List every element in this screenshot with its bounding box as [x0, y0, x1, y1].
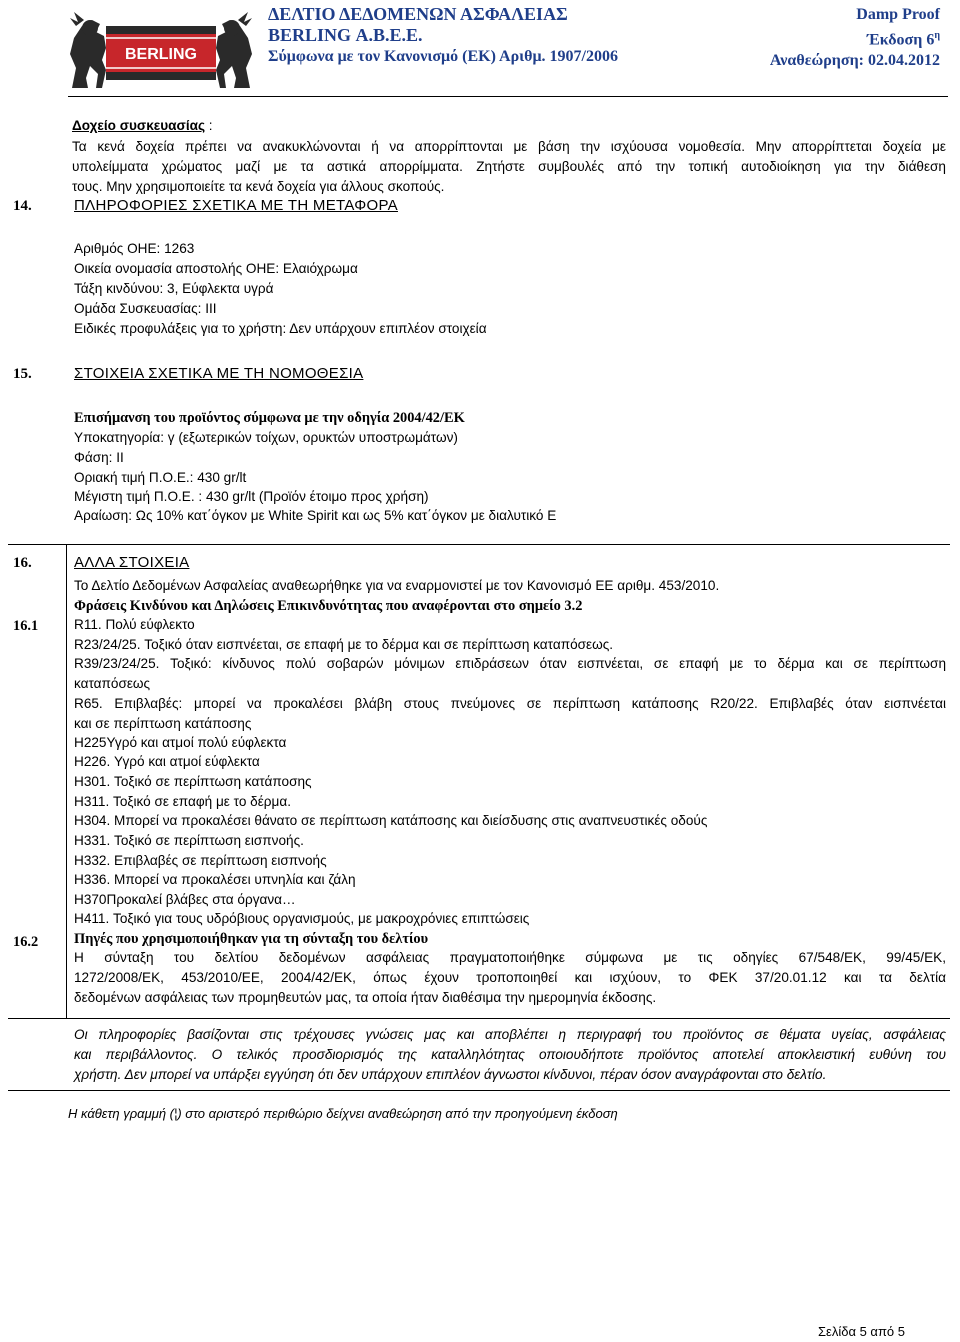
risk-phrase: H331. Τοξικό σε περίπτωση εισπνοής. — [74, 833, 304, 848]
packaging-line: Τα κενά δοχεία πρέπει να ανακυκλώνονται ή να απορρίπτονται με βάση την ισχύουσα νομοθεσία. Μην απορρίπτεται δοχεία με — [72, 139, 946, 154]
risk-phrase: και σε περίπτωση κατάποσης — [74, 716, 252, 731]
disclaimer-line: και περιβάλλοντος. Ο τελικός προσδιορισμός της καταλληλότητας οποιουδήποτε προϊόντος αποτελεί αποκλειστική ευθύνη του — [74, 1047, 946, 1062]
transport-line: Αριθμός ΟΗΕ: 1263 — [74, 241, 195, 256]
disclaimer-line: χρήστη. Δεν μπορεί να υπάρξει εγγύηση ότι δεν υπάρχουν επιπλέον άγνωστοι κίνδυνοι, πέραν όσον αναγράφονται στο δελτίο. — [74, 1067, 827, 1082]
berling-logo — [66, 8, 256, 92]
sources-line: 1272/2008/ΕΚ, 453/2010/ΕΕ, 2004/42/ΕΚ, όπως έχουν τροποποιηθεί και ισχύουν, το ΦΕΚ 37/20.01.12 και τα δελτία — [74, 970, 946, 985]
section-16-top-rule — [8, 544, 950, 545]
legislation-line: Φάση: ΙΙ — [74, 450, 124, 465]
risk-phrase: H370Προκαλεί βλάβες στα όργανα… — [74, 892, 296, 907]
product-name: Damp Proof — [856, 6, 940, 23]
risk-phrase: H301. Τοξικό σε περίπτωση κατάποσης — [74, 774, 312, 789]
disclaimer-line: Οι πληροφορίες βασίζονται στις τρέχουσες γνώσεις μας και αποβλέπει η περιγραφή του προϊόντος σε θέματα υγείας, ασφάλειας — [74, 1027, 946, 1042]
section-16-title: ΑΛΛΑ ΣΤΟΙΧΕΙΑ — [74, 554, 190, 571]
section-16-left-rule — [66, 544, 67, 1018]
document-title: ΔΕΛΤΙΟ ΔΕΔΟΜΕΝΩΝ ΑΣΦΑΛΕΙΑΣ — [268, 4, 568, 24]
transport-line: Ομάδα Συσκευασίας: ΙΙΙ — [74, 301, 217, 316]
risk-phrase: H225Υγρό και ατμοί πολύ εύφλεκτα — [74, 735, 287, 750]
risk-phrase: H336. Μπορεί να προκαλέσει υπνηλία και ζάλη — [74, 872, 356, 887]
revision-note: Το Δελτίο Δεδομένων Ασφαλείας αναθεωρήθηκε για να εναρμονιστεί με τον Κανονισμό ΕΕ αριθμ. 453/2010. — [74, 578, 720, 593]
section-16-bottom-rule — [8, 1018, 950, 1019]
subsection-16-1-number: 16.1 — [13, 618, 39, 634]
risk-phrase: R11. Πολύ εύφλεκτο — [74, 617, 195, 632]
risk-phrase: R39/23/24/25. Τοξικό: κίνδυνος πολύ σοβαρών μόνιμων επιδράσεων όταν εισπνέεται, σε επαφή με το δέρμα και σε περίπτωση — [74, 656, 946, 671]
section-15-number: 15. — [13, 366, 32, 382]
risk-phrase: H411. Τοξικό για τους υδρόβιους οργανισμούς, με μακροχρόνιες επιπτώσεις — [74, 911, 530, 926]
packaging-line: τους. Μην χρησιμοποιείτε τα κενά δοχεία για άλλους σκοπούς. — [72, 179, 445, 194]
section-14-number: 14. — [13, 198, 32, 214]
subsection-16-2-number: 16.2 — [13, 934, 39, 950]
disclaimer-bottom-rule — [8, 1090, 950, 1091]
risk-phrase: καταπόσεως — [74, 676, 151, 691]
risk-phrase: H226. Υγρό και ατμοί εύφλεκτα — [74, 754, 260, 769]
logo-text: BERLING — [125, 46, 197, 63]
revision-date: Αναθεώρηση: 02.04.2012 — [769, 52, 940, 70]
packaging-heading: Δοχείο συσκευασίας : — [72, 118, 213, 133]
sources-line: Η σύνταξη του δελτίου δεδομένων ασφάλειας πραγματοποιήθηκε σύμφωνα με τις οδηγίες 67/548/ΕΚ, 99/45/ΕΚ, — [74, 950, 946, 965]
sources-line: δεδομένων ασφάλειας των προμηθευτών μας, τα οποία ήταν διαθέσιμα την ημερομηνία έκδοσης. — [74, 990, 657, 1005]
page-header — [0, 0, 960, 96]
packaging-line: υπολείμματα χρώματος μαζί με τα αστικά απορρίμματα. Ζητήστε συμβουλές από την τοπική αυτοδιοίκηση για την διάθεση — [72, 159, 946, 174]
edition-text: Έκδοση $6^\eta$ — [867, 30, 940, 49]
sources-heading: Πηγές που χρησιμοποιήθηκαν για τη σύνταξη του δελτίου — [74, 931, 429, 947]
legislation-line: Υποκατηγορία: γ (εξωτερικών τοίχων, ορυκτών υποστρωμάτων) — [74, 430, 458, 445]
section-14-title: ΠΛΗΡΟΦΟΡΙΕΣ ΣΧΕΤΙΚΑ ΜΕ ΤΗ ΜΕΤΑΦΟΡΑ — [74, 197, 398, 214]
risk-phrase: H332. Επιβλαβές σε περίπτωση εισπνοής — [74, 853, 327, 868]
section-15-title: ΣΤΟΙΧΕΙΑ ΣΧΕΤΙΚΑ ΜΕ ΤΗ ΝΟΜΟΘΕΣΙΑ — [74, 365, 364, 382]
risk-phrase: H304. Μπορεί να προκαλέσει θάνατο σε περίπτωση κατάποσης και διείσδυσης στις αναπνευστικές οδούς — [74, 813, 708, 828]
transport-line: Τάξη κινδύνου: 3, Εύφλεκτα υγρά — [74, 281, 274, 296]
revision-footnote: Η κάθετη γραμμή (¦) στο αριστερό περιθώριο δείχνει αναθεώρηση από την προηγούμενη έκδοση — [68, 1106, 618, 1121]
regulation-text: Σύμφωνα με τον Κανονισμό (ΕΚ) Αριθμ. 1907/2006 — [268, 48, 618, 65]
risk-phrase: R23/24/25. Τοξικό όταν εισπνέεται, σε επαφή με το δέρμα και σε περίπτωση καταπόσεως. — [74, 637, 614, 652]
section-16-number: 16. — [13, 555, 32, 571]
risk-phrase: H311. Τοξικό σε επαφή με το δέρμα. — [74, 794, 291, 809]
transport-line: Οικεία ονομασία αποστολής ΟΗΕ: Ελαιόχρωμα — [74, 261, 358, 276]
legislation-line: Αραίωση: Ως 10% κατ΄όγκον με White Spirit και ως 5% κατ΄όγκον με διαλυτικό Ε — [74, 508, 557, 523]
legislation-line: Οριακή τιμή Π.Ο.Ε.: 430 gr/lt — [74, 470, 247, 485]
legislation-line: Μέγιστη τιμή Π.Ο.Ε. : 430 gr/lt (Προϊόν έτοιμο προς χρήση) — [74, 489, 429, 504]
page-number: Σελίδα 5 από 5 — [818, 1324, 905, 1339]
labeling-heading: Επισήμανση του προϊόντος σύμφωνα με την οδηγία 2004/42/ΕΚ — [74, 410, 465, 426]
risk-phrase: R65. Επιβλαβές: μπορεί να προκαλέσει βλάβη στους πνεύμονες σε περίπτωση κατάποσης R20/22. Επιβλαβές όταν εισπνέεται — [74, 696, 946, 711]
risk-phrases-heading: Φράσεις Κινδύνου και Δηλώσεις Επικινδυνότητας που αναφέρονται στο σημείο 3.2 — [74, 598, 583, 614]
company-name: BERLING Α.Β.Ε.Ε. — [268, 25, 423, 45]
transport-line: Ειδικές προφυλάξεις για το χρήστη: Δεν υπάρχουν επιπλέον στοιχεία — [74, 321, 487, 336]
header-rule — [68, 96, 948, 97]
